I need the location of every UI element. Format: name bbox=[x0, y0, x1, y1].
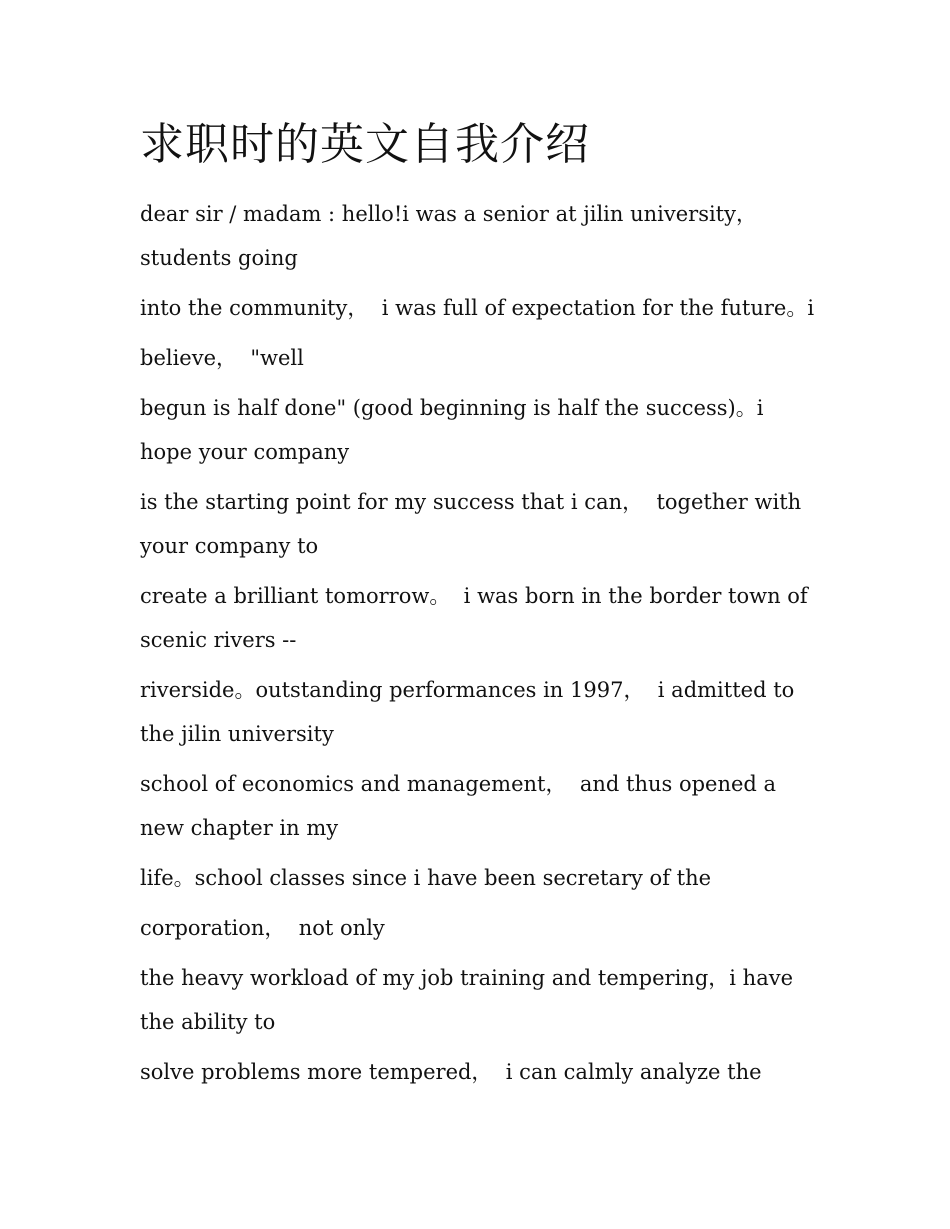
body-paragraph: life。school classes since i have been secretary of the bbox=[140, 866, 712, 890]
document-page bbox=[140, 112, 820, 1100]
body-paragraph: school of economics and management， and thus opened a new chapter in my bbox=[140, 772, 783, 840]
body-paragraph: solve problems more tempered， i can calmly analyze the bbox=[140, 1060, 762, 1084]
body-paragraph: into the community， i was full of expectation for the future。i bbox=[140, 296, 815, 320]
document-body bbox=[140, 192, 820, 1094]
body-paragraph: corporation， not only bbox=[140, 916, 385, 940]
body-paragraph: the heavy workload of my job training and tempering，i have the ability to bbox=[140, 966, 800, 1034]
body-paragraph: dear sir / madam : hello!i was a senior at jilin university，students going bbox=[140, 202, 757, 270]
body-paragraph: riverside。outstanding performances in 1997， i admitted to the jilin university bbox=[140, 678, 801, 746]
document-title: 求职时的英文自我介绍 bbox=[140, 119, 590, 170]
body-paragraph: begun is half done" (good beginning is half the success)。i hope your company bbox=[140, 396, 771, 464]
body-paragraph: is the starting point for my success that i can， together with your company to bbox=[140, 490, 808, 558]
body-paragraph: believe， "well bbox=[140, 346, 304, 370]
body-paragraph: create a brilliant tomorrow。 i was born in the border town of scenic rivers -- bbox=[140, 584, 815, 652]
